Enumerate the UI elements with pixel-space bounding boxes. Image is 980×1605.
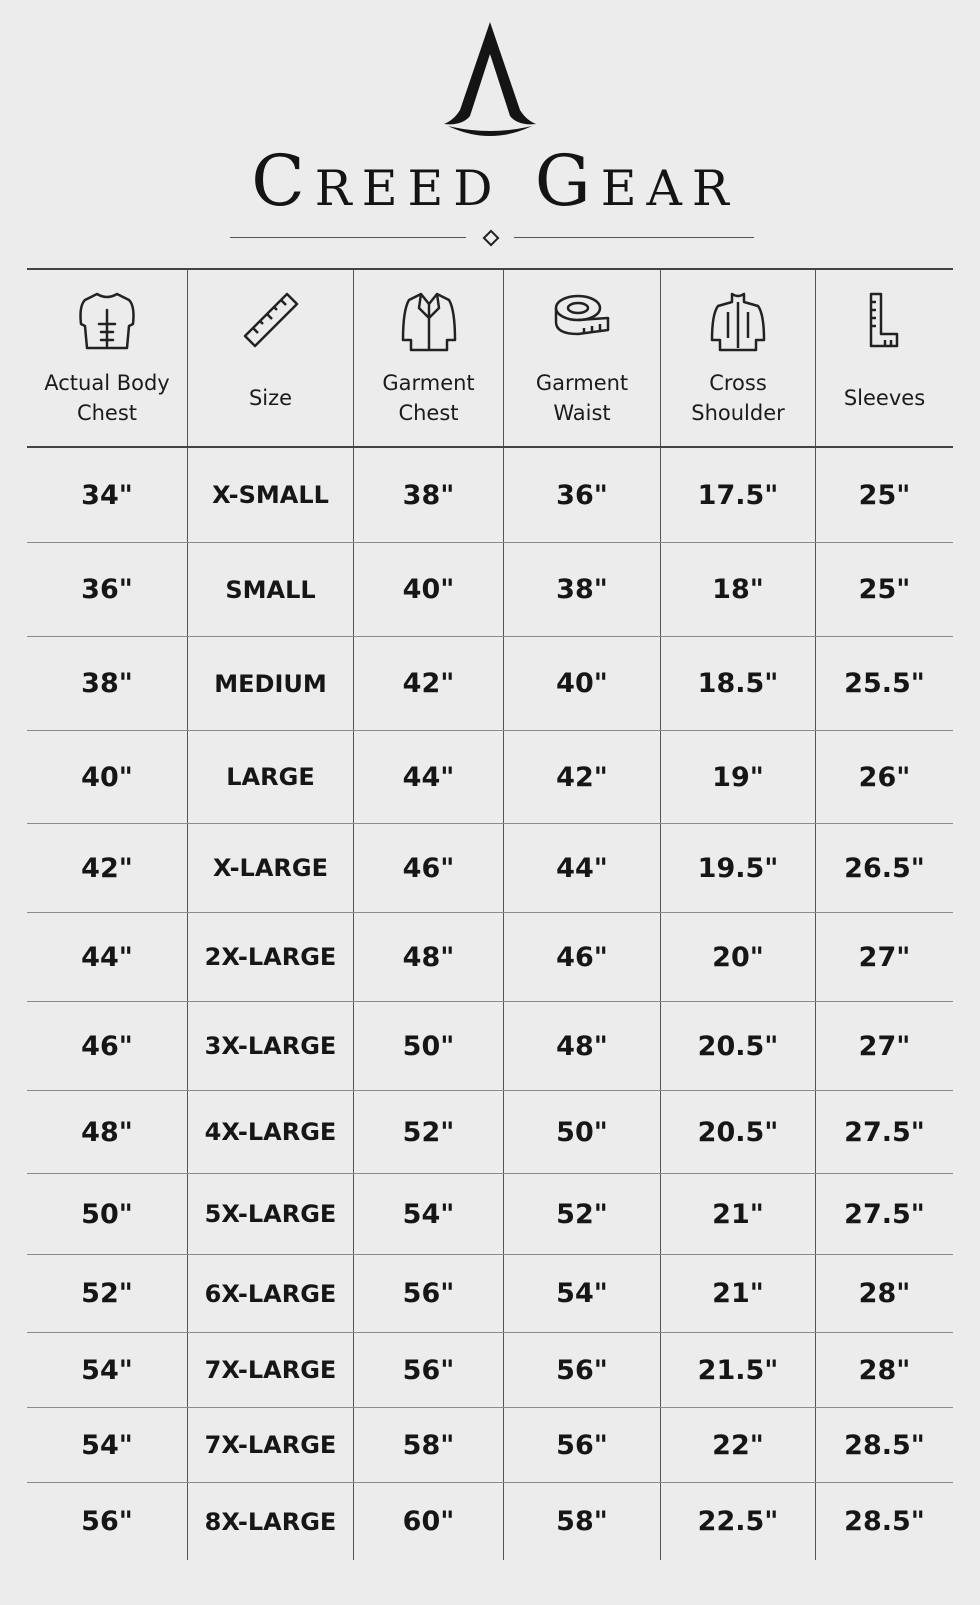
cell-garment-waist: 56" (503, 1408, 660, 1482)
cell-garment-waist: 36" (503, 448, 660, 542)
cell-sleeves: 26" (815, 731, 953, 823)
cell-cross-shoulder: 21" (660, 1255, 815, 1332)
cell-sleeves: 25" (815, 448, 953, 542)
cell-cross-shoulder: 21.5" (660, 1333, 815, 1407)
cell-garment-waist: 50" (503, 1091, 660, 1173)
table-row (27, 1002, 953, 1091)
table-row (27, 1333, 953, 1408)
cell-size: 8X-LARGE (187, 1483, 353, 1560)
cell-actual-body-chest: 36" (81, 574, 133, 605)
cell-garment-chest: 50" (353, 1002, 503, 1090)
cell-actual-body-chest: 44" (81, 941, 133, 973)
cell-garment-waist: 48" (503, 1002, 660, 1090)
header-label: Cross Shoulder (691, 371, 785, 425)
table-row (27, 1174, 953, 1255)
table-header-row (27, 268, 953, 448)
cell-size: 3X-LARGE (187, 1002, 353, 1090)
title-divider-right (514, 237, 754, 238)
header-label: Garment Waist (535, 371, 629, 425)
cell-garment-chest: 48" (353, 913, 503, 1001)
cell-cross-shoulder: 20.5" (660, 1091, 815, 1173)
cell-size: 7X-LARGE (187, 1333, 353, 1407)
cell-garment-chest: 40" (353, 543, 503, 636)
cell-sleeves: 28" (815, 1333, 953, 1407)
table-body (27, 448, 953, 1560)
cell-garment-chest: 56" (353, 1255, 503, 1332)
jacket-icon (401, 290, 457, 354)
cell-sleeves: 27" (815, 1002, 953, 1090)
cell-cross-shoulder: 18.5" (660, 637, 815, 730)
cell-cross-shoulder: 22" (660, 1408, 815, 1482)
cell-sleeves: 27" (815, 913, 953, 1001)
cell-cross-shoulder: 21" (660, 1174, 815, 1254)
cell-actual-body-chest: 52" (81, 1278, 133, 1309)
table-row (27, 1483, 953, 1560)
cell-sleeves: 28.5" (815, 1483, 953, 1560)
size-chart-table (27, 268, 953, 1560)
cell-sleeves: 25.5" (815, 637, 953, 730)
measuring-tape-icon (552, 290, 612, 346)
cell-garment-waist: 56" (503, 1333, 660, 1407)
cell-garment-chest: 54" (353, 1174, 503, 1254)
shoulder-torso-icon (710, 290, 766, 354)
cell-garment-waist: 40" (503, 637, 660, 730)
cell-actual-body-chest: 34" (81, 479, 133, 511)
table-row (27, 913, 953, 1002)
cell-size: 4X-LARGE (187, 1091, 353, 1173)
cell-size: 7X-LARGE (187, 1408, 353, 1482)
cell-size: MEDIUM (187, 637, 353, 730)
cell-cross-shoulder: 18" (660, 543, 815, 636)
cell-garment-chest: 46" (353, 824, 503, 912)
brand-title: Creed Gear (251, 140, 739, 222)
cell-garment-waist: 54" (503, 1255, 660, 1332)
cell-garment-waist: 58" (503, 1483, 660, 1560)
cell-size: 5X-LARGE (187, 1174, 353, 1254)
sleeve-ruler-icon (863, 290, 907, 350)
cell-garment-chest: 44" (353, 731, 503, 823)
cell-cross-shoulder: 22.5" (660, 1483, 815, 1560)
cell-cross-shoulder: 19" (660, 731, 815, 823)
cell-actual-body-chest: 54" (81, 1429, 133, 1461)
cell-size: SMALL (187, 543, 353, 636)
cell-size: LARGE (187, 731, 353, 823)
torso-icon (79, 290, 135, 354)
cell-garment-waist: 46" (503, 913, 660, 1001)
ruler-icon (241, 290, 301, 350)
cell-actual-body-chest: 42" (81, 852, 133, 884)
cell-actual-body-chest: 38" (81, 668, 133, 699)
header-label: Sleeves (843, 386, 926, 410)
table-row (27, 637, 953, 731)
cell-size: 6X-LARGE (187, 1255, 353, 1332)
cell-actual-body-chest: 40" (81, 761, 133, 793)
cell-sleeves: 27.5" (815, 1174, 953, 1254)
cell-garment-waist: 38" (503, 543, 660, 636)
table-row (27, 448, 953, 543)
header-garment-chest (353, 270, 503, 446)
cell-sleeves: 27.5" (815, 1091, 953, 1173)
cell-cross-shoulder: 20" (660, 913, 815, 1001)
table-row (27, 731, 953, 824)
brand-header (0, 0, 980, 262)
header-label: Garment Chest (382, 371, 475, 425)
cell-actual-body-chest: 48" (81, 1116, 133, 1148)
header-size (187, 270, 353, 446)
cell-garment-chest: 60" (353, 1483, 503, 1560)
cell-size: X-LARGE (187, 824, 353, 912)
cell-sleeves: 26.5" (815, 824, 953, 912)
header-garment-waist (503, 270, 660, 446)
cell-actual-body-chest: 54" (81, 1354, 133, 1386)
cell-garment-chest: 52" (353, 1091, 503, 1173)
table-row (27, 1408, 953, 1483)
header-actual-body-chest (27, 270, 187, 446)
creed-blade-emblem-icon (440, 20, 540, 148)
diamond-ornament-icon (483, 230, 500, 247)
cell-sleeves: 25" (815, 543, 953, 636)
cell-garment-waist: 52" (503, 1174, 660, 1254)
cell-size: 2X-LARGE (187, 913, 353, 1001)
header-cross-shoulder (660, 270, 815, 446)
cell-size: X-SMALL (187, 448, 353, 542)
header-label: Size (248, 386, 293, 410)
cell-garment-chest: 56" (353, 1333, 503, 1407)
table-row (27, 1255, 953, 1333)
cell-garment-waist: 42" (503, 731, 660, 823)
cell-cross-shoulder: 19.5" (660, 824, 815, 912)
table-row (27, 824, 953, 913)
cell-cross-shoulder: 20.5" (660, 1002, 815, 1090)
cell-actual-body-chest: 50" (81, 1198, 133, 1230)
cell-garment-chest: 58" (353, 1408, 503, 1482)
cell-sleeves: 28" (815, 1255, 953, 1332)
title-divider-left (230, 237, 466, 238)
cell-cross-shoulder: 17.5" (660, 448, 815, 542)
header-sleeves (815, 270, 953, 446)
cell-garment-chest: 38" (353, 448, 503, 542)
cell-garment-chest: 42" (353, 637, 503, 730)
cell-sleeves: 28.5" (815, 1408, 953, 1482)
header-label: Actual Body Chest (44, 371, 170, 425)
table-row (27, 543, 953, 637)
cell-actual-body-chest: 46" (81, 1030, 133, 1062)
table-row (27, 1091, 953, 1174)
cell-actual-body-chest: 56" (81, 1506, 133, 1537)
cell-garment-waist: 44" (503, 824, 660, 912)
